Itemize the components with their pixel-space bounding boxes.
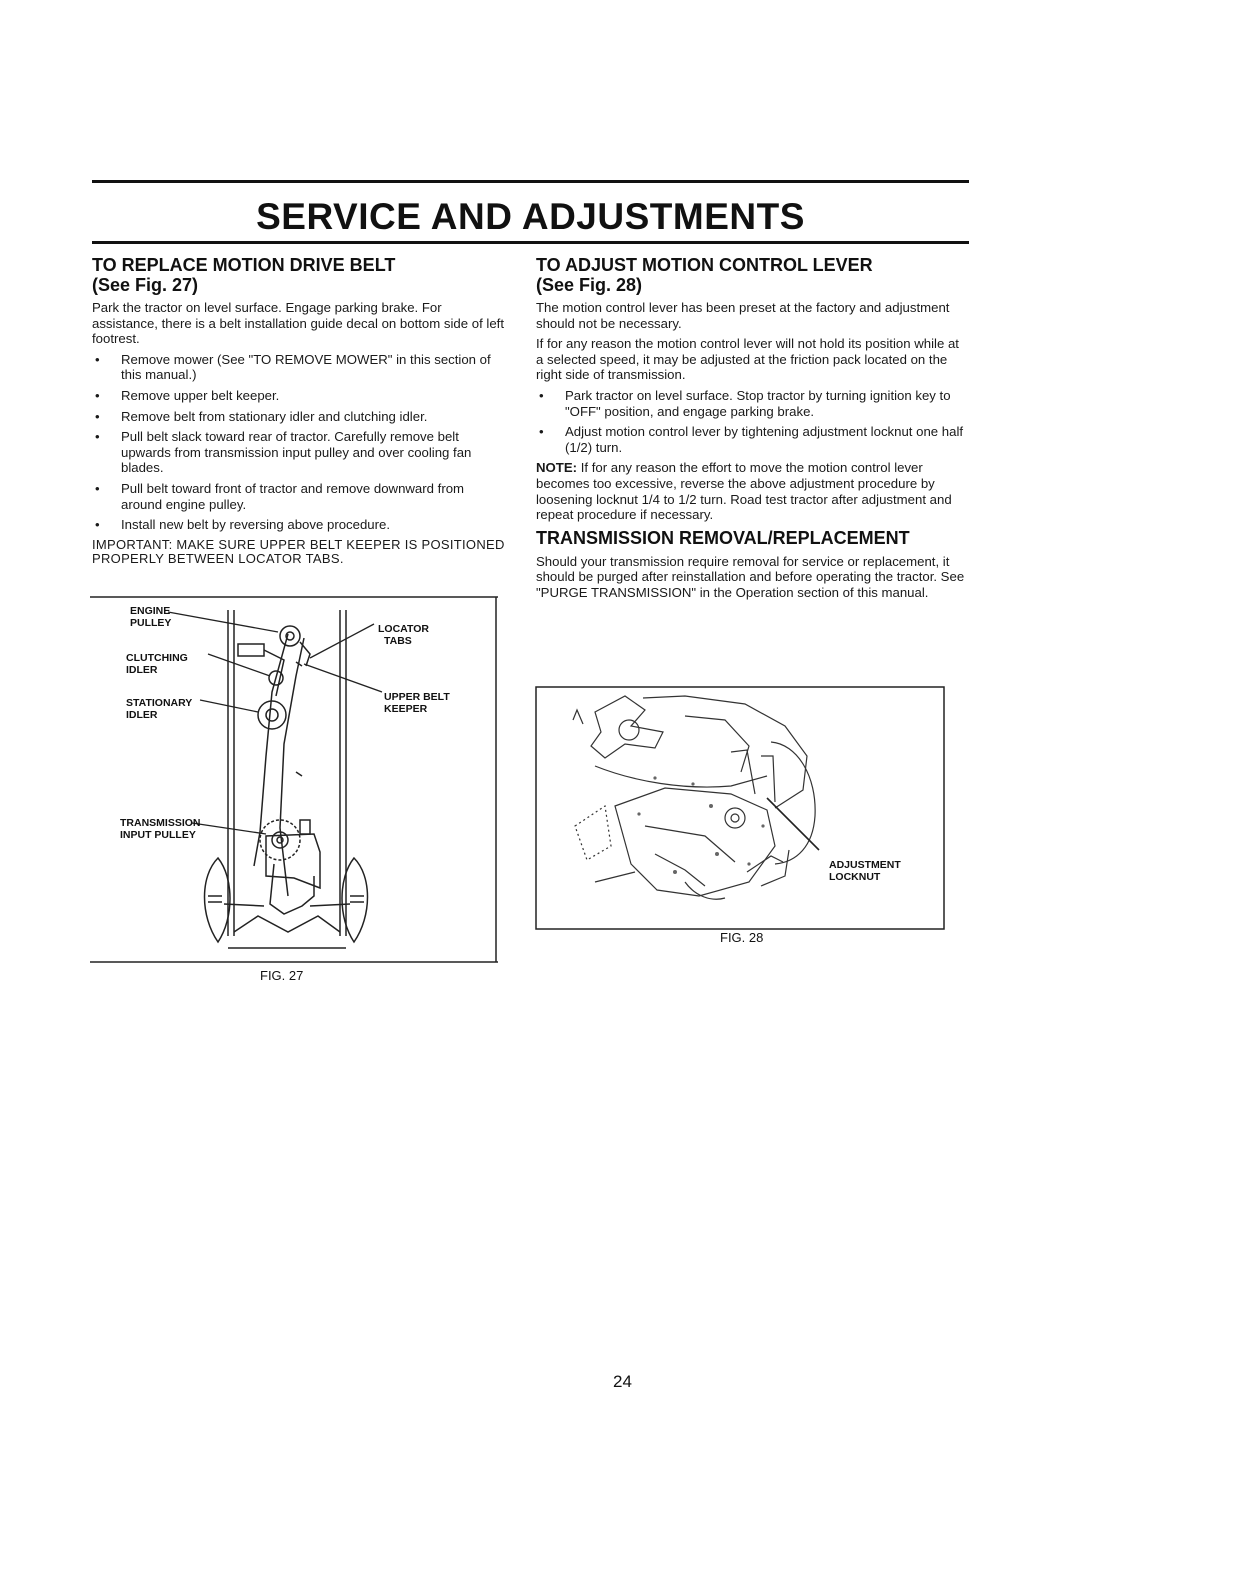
page-number: 24 [613,1372,632,1391]
label-adjustment-locknut-2: LOCKNUT [829,871,881,883]
label-engine-pulley-2: PULLEY [130,617,172,629]
header-rule-top [92,180,969,183]
label-clutching-idler-1: CLUTCHING [126,652,188,664]
section-heading-transmission: TRANSMISSION REMOVAL/REPLACEMENT [536,527,910,548]
label-locator-tabs-1: LOCATOR [378,623,429,635]
label-stationary-idler-2: IDLER [126,709,158,721]
adjust-lever-note [536,460,969,522]
label-adjustment-locknut-1: ADJUSTMENT [829,859,901,871]
page-title: SERVICE AND ADJUSTMENTS [256,196,805,237]
figure-27-belt-diagram [88,596,500,964]
label-engine-pulley-1: ENGINE [130,605,171,617]
section-heading-replace-belt: TO REPLACE MOTION DRIVE BELT [92,255,396,275]
section-subheading-fig27: (See Fig. 27) [92,275,199,295]
list-item: • Remove mower (See "TO REMOVE MOWER" in this section of this manual.) [92,352,507,383]
list-item: • Pull belt slack toward rear of tractor. Carefully remove belt upwards from transmission input pulley and over cooling fan blades. [92,429,507,476]
figure-28-locknut-photo [535,686,947,932]
list-item: • Park tractor on level surface. Stop tractor by turning ignition key to "OFF" position, and engage parking brake. [536,388,969,419]
label-stationary-idler-1: STATIONARY [126,697,193,709]
list-item: • Remove belt from stationary idler and clutching idler. [92,409,507,425]
label-clutching-idler-2: IDLER [126,664,158,676]
left-column [92,255,507,566]
label-transmission-pulley-2: INPUT PULLEY [120,829,196,841]
label-transmission-pulley-1: TRANSMISSION [120,817,201,829]
section-heading-adjust-lever: TO ADJUST MOTION CONTROL LEVER [536,255,873,275]
list-item: • Install new belt by reversing above procedure. [92,517,507,533]
important-notice: IMPORTANT: MAKE SURE UPPER BELT KEEPER IS POSITIONED PROPERLY BETWEEN LOCATOR TABS. [92,536,505,566]
replace-belt-intro: Park the tractor on level surface. Engage parking brake. For assistance, there is a belt installation guide decal on bottom side of left footrest. [92,300,504,347]
note-label: NOTE: [536,460,578,476]
list-item: • Pull belt toward front of tractor and remove downward from around engine pulley. [92,481,507,512]
replace-belt-steps [92,352,507,533]
label-upper-belt-keeper-1: UPPER BELT [384,691,450,703]
adjust-lever-steps [536,388,969,455]
note-text: If for any reason the effort to move the motion control lever becomes too excessive, reverse the above adjustment procedure by loosening locknut 1/4 to 1/2 turn. Road test tractor after adjustment and repeat procedure if necessary. [536,460,952,523]
label-locator-tabs-2: TABS [384,635,412,647]
list-item: • Adjust motion control lever by tightening adjustment locknut one half (1/2) turn. [536,424,969,455]
adjust-lever-para-1: The motion control lever has been preset at the factory and adjustment should not be necessary. [536,300,950,331]
figure-27-caption: FIG. 27 [260,968,304,983]
section-subheading-fig28: (See Fig. 28) [536,275,643,295]
list-item: • Remove upper belt keeper. [92,388,507,404]
header-rule-bottom [92,241,969,244]
figure-28-caption: FIG. 28 [720,930,764,945]
right-column [536,255,969,606]
transmission-para: Should your transmission require removal for service or replacement, it should be purged after reinstallation and before operating the tractor. See "PURGE TRANSMISSION" in the Operation section of this manual. [536,553,965,600]
label-upper-belt-keeper-2: KEEPER [384,703,428,715]
adjust-lever-para-2: If for any reason the motion control lever will not hold its position while at a selected speed, it may be adjusted at the friction pack located on the right side of transmission. [536,336,959,383]
